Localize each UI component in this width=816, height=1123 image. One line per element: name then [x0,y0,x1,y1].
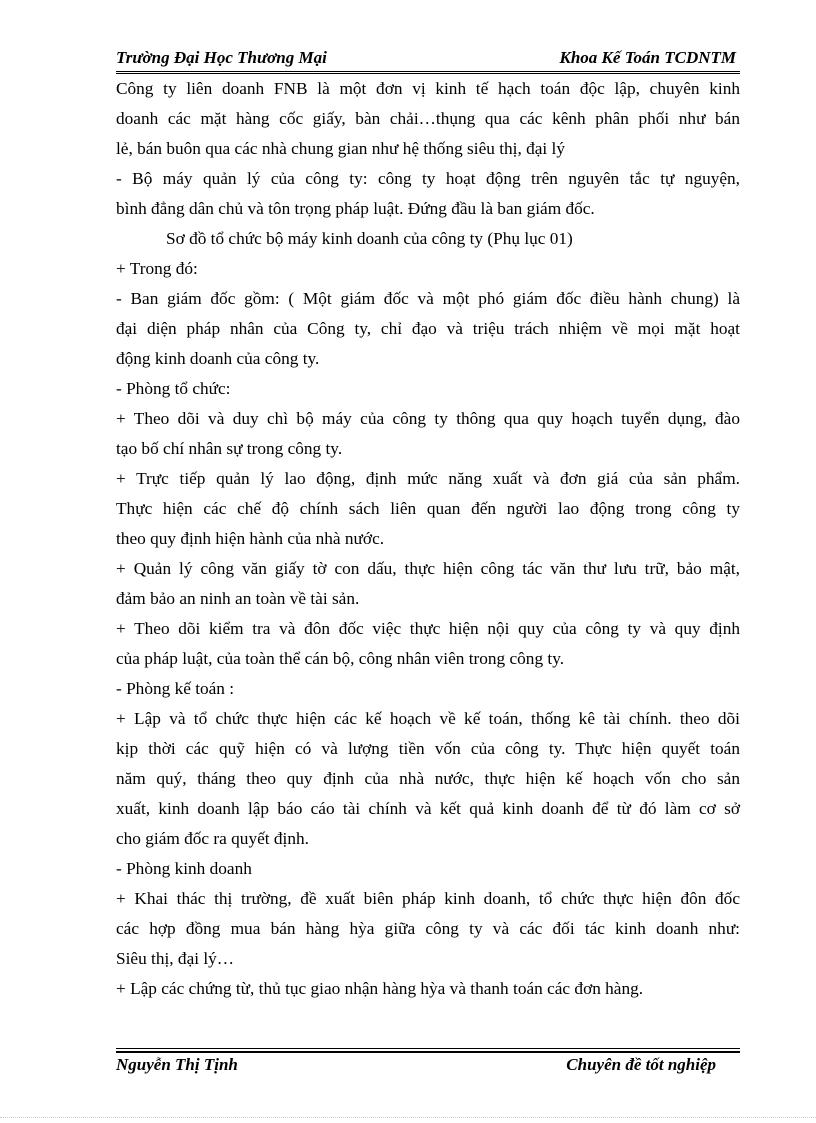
text-line: kịp thời các quỹ hiện có và lượng tiền vốn của công ty. Thực hiện quyết toán [116,739,740,758]
text-line: + Quản lý công văn giấy tờ con dấu, thực hiện công tác văn thư lưu trữ, bảo mật, [116,559,740,578]
text-line: + Lập và tổ chức thực hiện các kế hoạch về kế toán, thống kê tài chính. theo dõi [116,709,740,728]
text-line: - Ban giám đốc gồm: ( Một giám đốc và một phó giám đốc điều hành chung) là [116,289,740,308]
header-school-name: Trường Đại Học Thương Mại [116,48,327,67]
text-line: năm quý, tháng theo quy định của nhà nước, thực hiện kế hoạch vốn cho sản [116,769,740,788]
footer-rule-thick [116,1051,740,1053]
text-line: + Trong đó: [116,259,198,278]
page-edge [0,1117,816,1118]
text-line: Thực hiện các chế độ chính sách liên quan đến người lao động trong công ty [116,499,740,518]
footer-title: Chuyên đề tốt nghiệp [566,1055,716,1074]
footer-author: Nguyễn Thị Tịnh [116,1055,238,1074]
text-line: bình đẳng dân chủ và tôn trọng pháp luật. Đứng đầu là ban giám đốc. [116,199,595,218]
footer-rule [116,1048,740,1049]
text-line: động kinh doanh của công ty. [116,349,320,368]
text-line: lẻ, bán buôn qua các nhà chung gian như hệ thống siêu thị, đại lý [116,139,565,158]
text-line: + Theo dõi và duy chì bộ máy của công ty thông qua quy hoạch tuyển dụng, đào [116,409,740,428]
text-line: - Bộ máy quản lý của công ty: công ty hoạt động trên nguyên tắc tự nguyện, [116,169,740,188]
page-header [116,48,740,72]
header-faculty-name: Khoa Kế Toán TCDNTM [559,48,736,67]
text-line: - Phòng kế toán : [116,679,235,698]
text-line: Sơ đồ tổ chức bộ máy kinh doanh của công ty (Phụ lục 01) [166,229,573,248]
text-line: doanh các mặt hàng cốc giấy, bàn chải…thụng qua các kênh phân phối như bán [116,109,740,128]
text-line: + Trực tiếp quản lý lao động, định mức năng xuất và đơn giá của sản phẩm. [116,469,740,488]
text-line: tạo bố chí nhân sự trong công ty. [116,439,343,458]
text-line: Công ty liên doanh FNB là một đơn vị kinh tế hạch toán độc lập, chuyên kinh [116,79,740,98]
text-line: + Lập các chứng từ, thủ tục giao nhận hàng hỳa và thanh toán các đơn hàng. [116,979,644,998]
text-line: xuất, kinh doanh lập báo cáo tài chính và kết quả kinh doanh để từ đó làm cơ sở [116,799,740,818]
text-line: cho giám đốc ra quyết định. [116,829,309,848]
text-line: đại diện pháp nhân của Công ty, chỉ đạo và triệu trách nhiệm về mọi mặt hoạt [116,319,740,338]
text-line: của pháp luật, của toàn thể cán bộ, công nhân viên trong công ty. [116,649,565,668]
text-line: - Phòng tổ chức: [116,379,231,398]
text-line: + Theo dõi kiểm tra và đôn đốc việc thực hiện nội quy của công ty và quy định [116,619,740,638]
text-line: các hợp đồng mua bán hàng hỳa giữa công ty và các đối tác kinh doanh như: [116,919,740,938]
document-body [116,74,740,1004]
text-line: Siêu thị, đại lý… [116,949,235,968]
text-line: theo quy định hiện hành của nhà nước. [116,529,385,548]
text-line: - Phòng kinh doanh [116,859,252,878]
text-line: đảm bảo an ninh an toàn về tài sản. [116,589,360,608]
text-line: + Khai thác thị trường, đề xuất biên pháp kinh doanh, tổ chức thực hiện đôn đốc [116,889,740,908]
